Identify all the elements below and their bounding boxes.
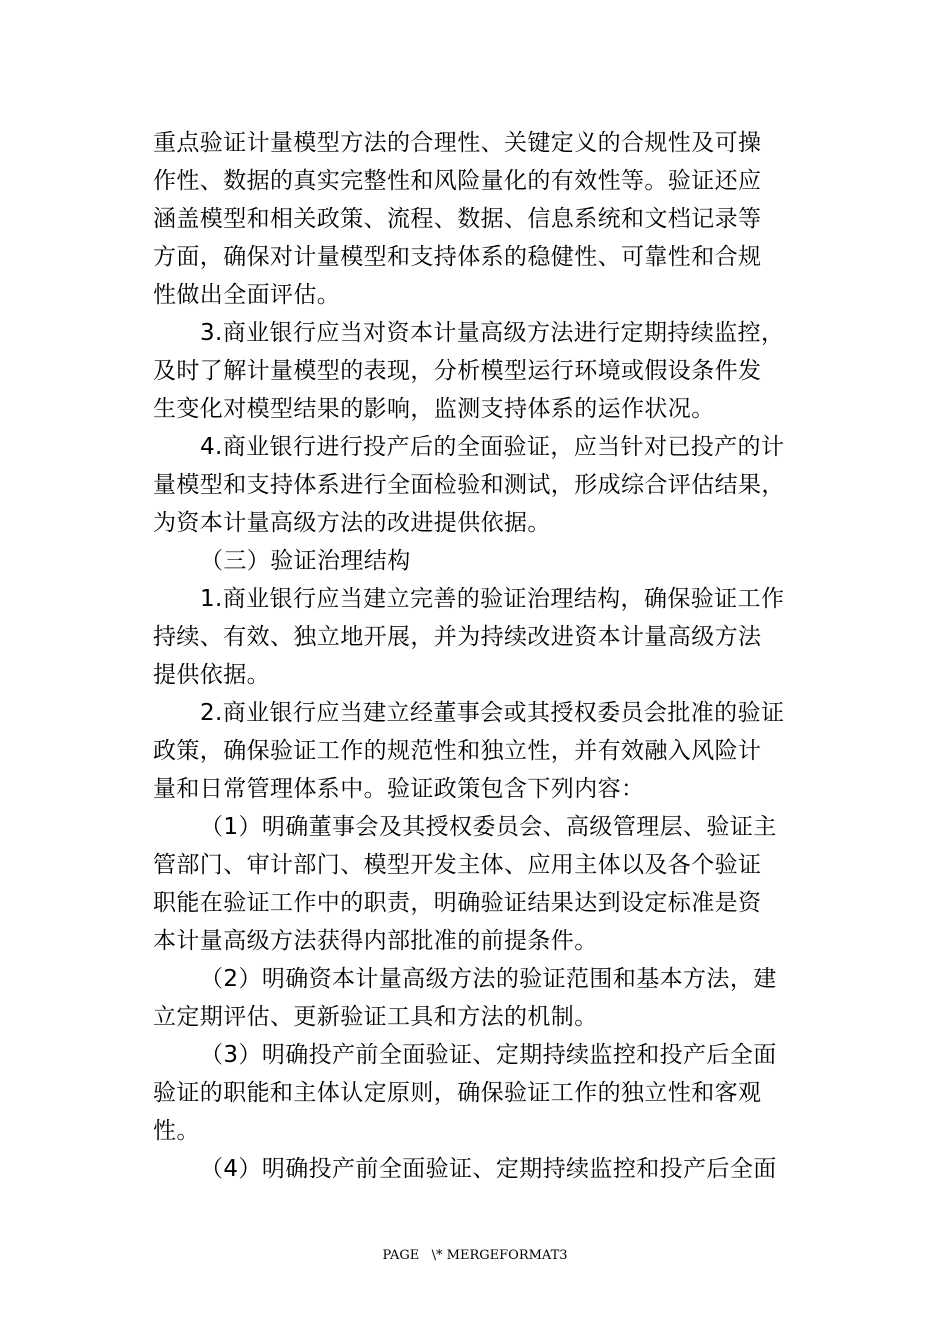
paragraph-line: 提供依据。 bbox=[153, 662, 270, 688]
paragraph-line: 涵盖模型和相关政策、流程、数据、信息系统和文档记录等 bbox=[153, 206, 762, 232]
list-item-line: 本计量高级方法获得内部批准的前提条件。 bbox=[153, 928, 598, 954]
paragraph-line: 2.商业银行应当建立经董事会或其授权委员会批准的验证 bbox=[200, 700, 785, 726]
list-item-line: （2）明确资本计量高级方法的验证范围和基本方法，建 bbox=[200, 966, 777, 992]
paragraph-line: 及时了解计量模型的表现，分析模型运行环境或假设条件发 bbox=[153, 358, 762, 384]
paragraph-line: 作性、数据的真实完整性和风险量化的有效性等。验证还应 bbox=[153, 168, 762, 194]
paragraph-line: 为资本计量高级方法的改进提供依据。 bbox=[153, 510, 551, 536]
list-item-line: 职能在验证工作中的职责，明确验证结果达到设定标准是资 bbox=[153, 890, 762, 916]
paragraph-line: 3.商业银行应当对资本计量高级方法进行定期持续监控， bbox=[200, 320, 785, 346]
paragraph-line: 量和日常管理体系中。验证政策包含下列内容： bbox=[153, 776, 645, 802]
paragraph-line: 性做出全面评估。 bbox=[153, 282, 341, 308]
paragraph-line: 1.商业银行应当建立完善的验证治理结构，确保验证工作 bbox=[200, 586, 785, 612]
list-item-line: 验证的职能和主体认定原则，确保验证工作的独立性和客观 bbox=[153, 1080, 762, 1106]
paragraph-line: 生变化对模型结果的影响，监测支持体系的运作状况。 bbox=[153, 396, 715, 422]
list-item-line: （4）明确投产前全面验证、定期持续监控和投产后全面 bbox=[200, 1156, 777, 1182]
section-heading: （三）验证治理结构 bbox=[200, 548, 411, 574]
paragraph-line: 重点验证计量模型方法的合理性、关键定义的合规性及可操 bbox=[153, 130, 762, 156]
paragraph-line: 量模型和支持体系进行全面检验和测试，形成综合评估结果， bbox=[153, 472, 785, 498]
list-item-line: 立定期评估、更新验证工具和方法的机制。 bbox=[153, 1004, 598, 1030]
list-item-line: （1）明确董事会及其授权委员会、高级管理层、验证主 bbox=[200, 814, 777, 840]
paragraph-line: 4.商业银行进行投产后的全面验证，应当针对已投产的计 bbox=[200, 434, 785, 460]
list-item-line: 性。 bbox=[153, 1118, 200, 1144]
paragraph-line: 政策，确保验证工作的规范性和独立性，并有效融入风险计 bbox=[153, 738, 762, 764]
paragraph-line: 持续、有效、独立地开展，并为持续改进资本计量高级方法 bbox=[153, 624, 762, 650]
list-item-line: 管部门、审计部门、模型开发主体、应用主体以及各个验证 bbox=[153, 852, 762, 878]
page-footer: PAGE \* MERGEFORMAT3 bbox=[382, 1248, 568, 1263]
paragraph-line: 方面，确保对计量模型和支持体系的稳健性、可靠性和合规 bbox=[153, 244, 762, 270]
list-item-line: （3）明确投产前全面验证、定期持续监控和投产后全面 bbox=[200, 1042, 777, 1068]
